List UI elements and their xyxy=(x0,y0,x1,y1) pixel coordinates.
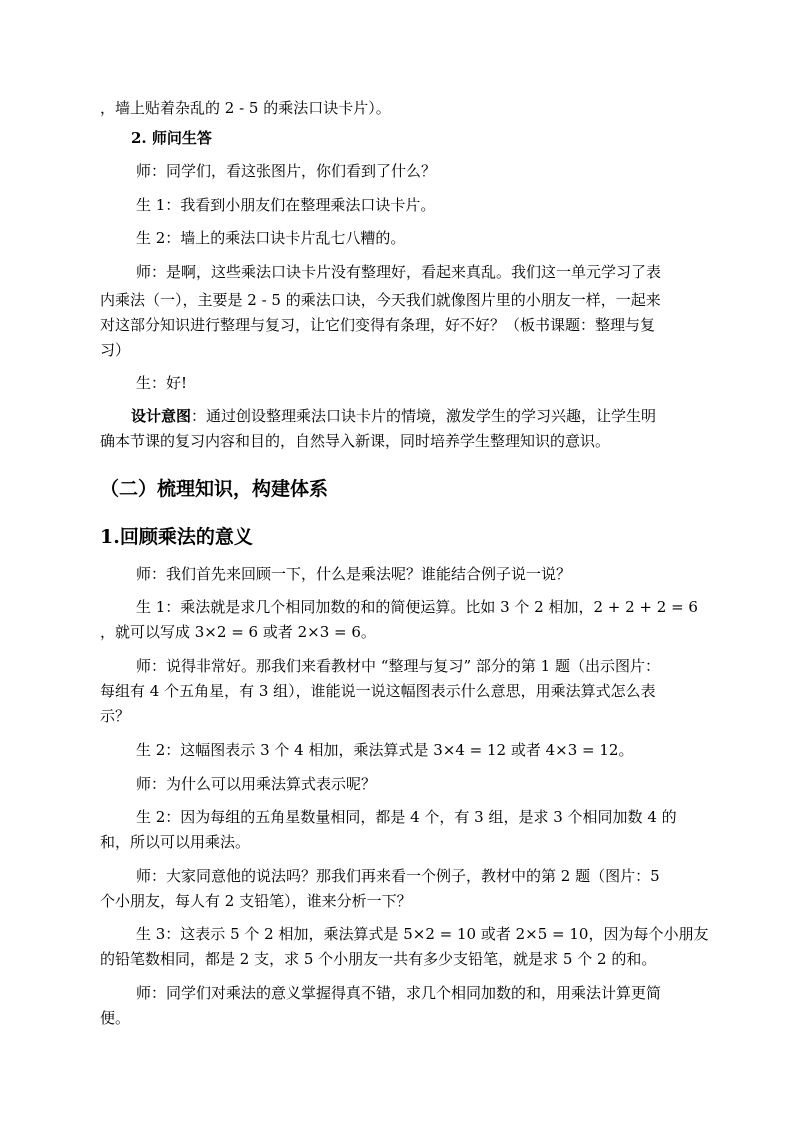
dialogue-line: 生 1：我看到小朋友们在整理乘法口诀卡片。 xyxy=(136,196,436,214)
dialogue-line: 每组有 4 个五角星，有 3 组），谁能说一说这幅图表示什么意思，用乘法算式怎么表 xyxy=(100,682,656,700)
dialogue-line: 师：我们首先来回顾一下，什么是乘法呢？谁能结合例子说一说？ xyxy=(136,565,572,583)
section-heading: （二）梳理知识，构建体系 xyxy=(100,478,329,500)
dialogue-line: 师：说得非常好。那我们来看教材中 “整理与复习” 部分的第 1 题（出示图片： xyxy=(136,657,660,675)
dialogue-line: 生 2：这幅图表示 3 个 4 相加，乘法算式是 3×4 = 12 或者 4×3 = 12。 xyxy=(136,741,634,759)
dialogue-line: 师：大家同意他的说法吗？那我们再来看一个例子，教材中的第 2 题（图片：5 xyxy=(136,867,660,885)
section-subtitle: 2. 师问生答 xyxy=(131,129,212,147)
dialogue-line: 的铅笔数相同，都是 2 支，求 5 个小朋友一共有多少支铅笔，就是求 5 个 2 的和。 xyxy=(100,950,657,968)
dialogue-line: 生 1：乘法就是求几个相同加数的和的简便运算。比如 3 个 2 相加，2 + 2 + 2 = 6 xyxy=(136,598,698,616)
dialogue-line: 示？ xyxy=(100,707,131,725)
dialogue-line: 生 2：因为每组的五角星数量相同，都是 4 个，有 3 组，是求 3 个相同加数 4 的 xyxy=(136,808,677,826)
dialogue-line: ，就可以写成 3×2 = 6 或者 2×3 = 6。 xyxy=(100,623,376,641)
paragraph-line: ，墙上贴着杂乱的 2 - 5 的乘法口诀卡片）。 xyxy=(100,99,391,117)
design-intent-label: 设计意图 xyxy=(131,407,192,425)
dialogue-line: 和，所以可以用乘法。 xyxy=(100,833,251,851)
dialogue-line: 对这部分知识进行整理与复习，让它们变得有条理，好不好？（板书课题：整理与复 xyxy=(100,316,656,334)
dialogue-line: 生：好! xyxy=(136,374,188,392)
dialogue-line: 个小朋友，每人有 2 支铅笔），谁来分析一下？ xyxy=(100,892,412,910)
dialogue-line: 习） xyxy=(100,341,131,359)
dialogue-line: 师：是啊，这些乘法口诀卡片没有整理好，看起来真乱。我们这一单元学习了表 xyxy=(136,263,662,281)
dialogue-line: 生 3：这表示 5 个 2 相加，乘法算式是 5×2 = 10 或者 2×5 = 10，因为每个小朋友 xyxy=(136,925,709,943)
dialogue-line: 生 2：墙上的乘法口诀卡片乱七八糟的。 xyxy=(136,229,406,247)
dialogue-line: 便。 xyxy=(100,1009,131,1027)
dialogue-line: 师：同学们对乘法的意义掌握得真不错，求几个相同加数的和，用乘法计算更简 xyxy=(136,984,662,1002)
subsection-heading: 1.回顾乘法的意义 xyxy=(100,526,253,548)
dialogue-line: 师：同学们，看这张图片，你们看到了什么？ xyxy=(136,162,437,180)
design-intent-text: ：通过创设整理乘法口诀卡片的情境，激发学生的学习兴趣，让学生明 xyxy=(191,407,657,425)
design-intent xyxy=(131,406,656,426)
dialogue-line: 师：为什么可以用乘法算式表示呢？ xyxy=(136,775,377,793)
design-intent-text: 确本节课的复习内容和目的，自然导入新课，同时培养学生整理知识的意识。 xyxy=(100,432,611,450)
dialogue-line: 内乘法（一），主要是 2 - 5 的乘法口诀，今天我们就像图片里的小朋友一样，一起来 xyxy=(100,291,661,309)
